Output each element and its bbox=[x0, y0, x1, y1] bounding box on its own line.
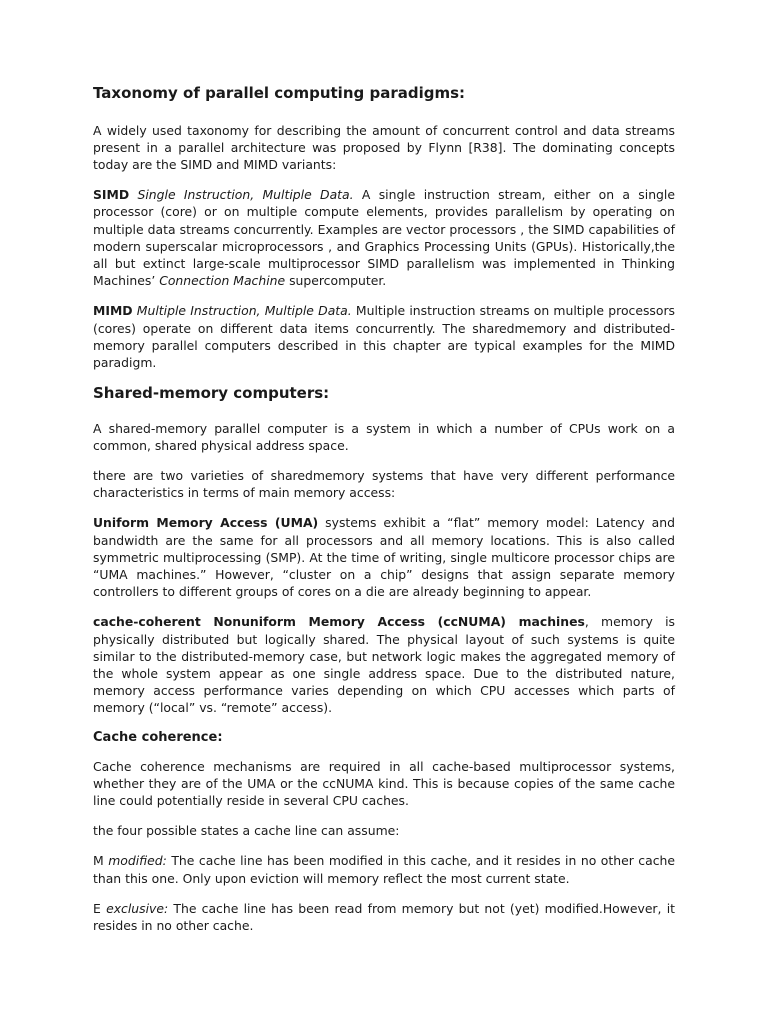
paragraph-cache-2: the four possible states a cache line can assume: bbox=[93, 823, 400, 839]
heading-shared-memory: Shared-memory computers: bbox=[93, 384, 330, 403]
paragraph-simd bbox=[93, 186, 675, 289]
uma-text: systems exhibit a “flat” memory model: Latency and bandwidth are the same for all processors and all memory locations. This is also called symmetric multiprocessing (SMP). At the time of writing, single multicore processor chips are “UMA machines.” However, “cluster on a chip” designs that assign separate memory controllers to different groups of cores on a die are already beginning to appear. bbox=[93, 515, 675, 600]
state-e-letter: E bbox=[93, 900, 101, 916]
state-m-letter: M bbox=[93, 853, 104, 869]
simd-text-b: supercomputer. bbox=[285, 273, 387, 289]
heading-taxonomy: Taxonomy of parallel computing paradigms: bbox=[93, 84, 466, 102]
term-simd-expansion: Single Instruction, Multiple Data. bbox=[137, 187, 354, 203]
paragraph-uma bbox=[93, 514, 675, 600]
ccnuma-text: , memory is physically distributed but logically shared. The physical layout of such systems is quite similar to the distributed-memory case, but network logic makes the aggregated memory of the whole system appear as one single address space. Due to the distributed nature, memory access performance varies depending on which CPU accesses which parts of memory (“local” vs. “remote” access). bbox=[93, 614, 675, 716]
simd-text-a: A single instruction stream, either on a single processor (core) or on multiple compute elements, provides parallelism by operating on multiple data streams concurrently. Examples are vector processors , the SIMD capabilities of modern superscalar microprocessors , and Graphics Processing Units (GPUs). Historically,the all but extinct large-scale multiprocessor SIMD parallelism was implemented in Thinking Machines’ bbox=[93, 187, 675, 289]
term-simd: SIMD bbox=[93, 187, 130, 203]
state-e-name: exclusive: bbox=[106, 900, 169, 916]
state-e-text: The cache line has been read from memory but not (yet) modified.However, it resides in no other cache. bbox=[93, 900, 675, 933]
state-m-text: The cache line has been modified in this cache, and it resides in no other cache than this one. Only upon eviction will memory reflect the most current state. bbox=[93, 853, 675, 886]
state-m-name: modified: bbox=[108, 853, 167, 869]
mimd-text: Multiple instruction streams on multiple processors (cores) operate on different data items concurrently. The sharedmemory and distributed-memory parallel computers described in this chapter are typical examples for the MIMD paradigm. bbox=[93, 303, 675, 370]
term-mimd: MIMD bbox=[93, 303, 133, 319]
paragraph-ccnuma bbox=[93, 613, 675, 716]
paragraph-state-exclusive bbox=[93, 900, 675, 934]
paragraph-state-modified bbox=[93, 852, 675, 886]
paragraph-shared-1: A shared-memory parallel computer is a system in which a number of CPUs work on a common, shared physical address space. bbox=[93, 420, 675, 453]
paragraph-cache-1: Cache coherence mechanisms are required in all cache-based multiprocessor systems, whether they are of the UMA or the ccNUMA kind. This is because copies of the same cache line could potentially reside in several CPU caches. bbox=[93, 758, 675, 808]
term-ccnuma: cache-coherent Nonuniform Memory Access (ccNUMA) machines bbox=[93, 614, 585, 630]
term-mimd-expansion: Multiple Instruction, Multiple Data. bbox=[136, 303, 352, 319]
paragraph-shared-2: there are two varieties of sharedmemory systems that have very different performance characteristics in terms of main memory access: bbox=[93, 468, 675, 501]
term-uma: Uniform Memory Access (UMA) bbox=[93, 515, 319, 531]
heading-cache-coherence: Cache coherence: bbox=[93, 729, 223, 745]
paragraph-mimd bbox=[93, 302, 675, 371]
paragraph-intro: A widely used taxonomy for describing the amount of concurrent control and data streams present in a parallel architecture was proposed by Flynn [R38]. The dominating concepts today are the SIMD and MIMD variants: bbox=[93, 122, 675, 172]
connection-machine-name: Connection Machine bbox=[159, 273, 286, 289]
